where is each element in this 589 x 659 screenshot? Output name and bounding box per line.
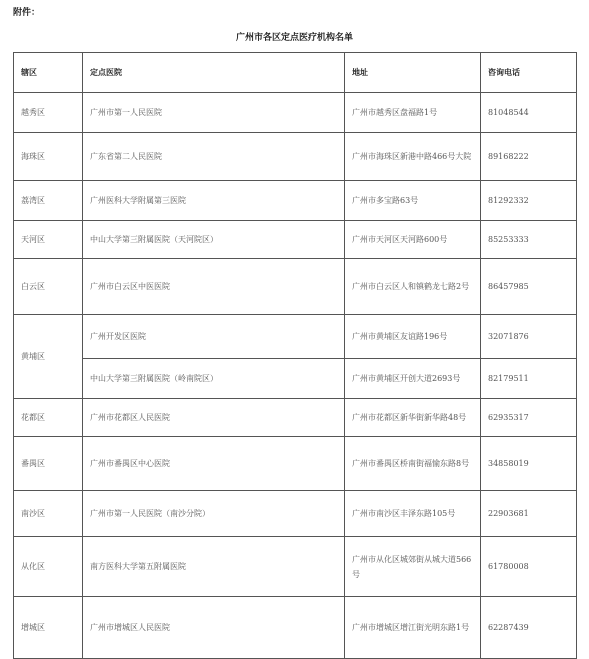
table-row [14, 133, 577, 181]
page-title: 广州市各区定点医疗机构名单 [235, 33, 353, 43]
district-cell: 番禺区 [14, 437, 83, 491]
table-row [14, 181, 577, 221]
address-cell: 广州市从化区城郊街从城大道566号 [345, 537, 481, 597]
table-row [14, 597, 577, 659]
phone-cell: 81292332 [481, 181, 577, 221]
address-cell: 广州市越秀区盘福路1号 [345, 93, 481, 133]
phone-cell: 89168222 [481, 133, 577, 181]
table-row [14, 399, 577, 437]
address-cell: 广州市白云区人和镇鹤龙七路2号 [345, 259, 481, 315]
hospital-cell: 中山大学第三附属医院（天河院区） [83, 221, 345, 259]
district-cell: 增城区 [14, 597, 83, 659]
address-cell: 广州市番禺区桥南街福愉东路8号 [345, 437, 481, 491]
district-cell: 越秀区 [14, 93, 83, 133]
table-row [14, 93, 577, 133]
district-cell: 花都区 [14, 399, 83, 437]
hospital-cell: 中山大学第三附属医院（岭南院区） [83, 359, 345, 399]
district-cell: 荔湾区 [14, 181, 83, 221]
address-cell: 广州市南沙区丰泽东路105号 [345, 491, 481, 537]
table-row [14, 315, 577, 359]
address-cell: 广州市海珠区新港中路466号大院 [345, 133, 481, 181]
district-cell: 黄埔区 [14, 315, 83, 399]
phone-cell: 85253333 [481, 221, 577, 259]
header-hospital: 定点医院 [83, 53, 345, 93]
phone-cell: 86457985 [481, 259, 577, 315]
hospital-cell: 广州市花都区人民医院 [83, 399, 345, 437]
table-row [14, 491, 577, 537]
phone-cell: 62935317 [481, 399, 577, 437]
header-phone: 咨询电话 [481, 53, 577, 93]
hospital-table [13, 52, 577, 659]
header-address: 地址 [345, 53, 481, 93]
hospital-cell: 广州市白云区中医医院 [83, 259, 345, 315]
hospital-cell: 广州开发区医院 [83, 315, 345, 359]
phone-cell: 61780008 [481, 537, 577, 597]
phone-cell: 81048544 [481, 93, 577, 133]
hospital-cell: 南方医科大学第五附属医院 [83, 537, 345, 597]
district-cell: 白云区 [14, 259, 83, 315]
address-cell: 广州市天河区天河路600号 [345, 221, 481, 259]
hospital-cell: 广东省第二人民医院 [83, 133, 345, 181]
hospital-cell: 广州市番禺区中心医院 [83, 437, 345, 491]
header-district: 辖区 [14, 53, 83, 93]
hospital-cell: 广州市增城区人民医院 [83, 597, 345, 659]
phone-cell: 32071876 [481, 315, 577, 359]
hospital-cell: 广州医科大学附属第三医院 [83, 181, 345, 221]
district-cell: 海珠区 [14, 133, 83, 181]
table-row [14, 537, 577, 597]
address-cell: 广州市黄埔区友谊路196号 [345, 315, 481, 359]
address-cell: 广州市增城区增江街光明东路1号 [345, 597, 481, 659]
address-cell: 广州市黄埔区开创大道2693号 [345, 359, 481, 399]
table-row [14, 437, 577, 491]
address-cell: 广州市多宝路63号 [345, 181, 481, 221]
district-cell: 从化区 [14, 537, 83, 597]
hospital-cell: 广州市第一人民医院 [83, 93, 345, 133]
table-row [14, 359, 577, 399]
phone-cell: 34858019 [481, 437, 577, 491]
table-header-row [14, 53, 577, 93]
phone-cell: 62287439 [481, 597, 577, 659]
phone-cell: 82179511 [481, 359, 577, 399]
table-row [14, 259, 577, 315]
address-cell: 广州市花都区新华街新华路48号 [345, 399, 481, 437]
hospital-cell: 广州市第一人民医院（南沙分院） [83, 491, 345, 537]
table-row [14, 221, 577, 259]
district-cell: 南沙区 [14, 491, 83, 537]
attachment-label: 附件： [13, 8, 41, 18]
phone-cell: 22903681 [481, 491, 577, 537]
district-cell: 天河区 [14, 221, 83, 259]
